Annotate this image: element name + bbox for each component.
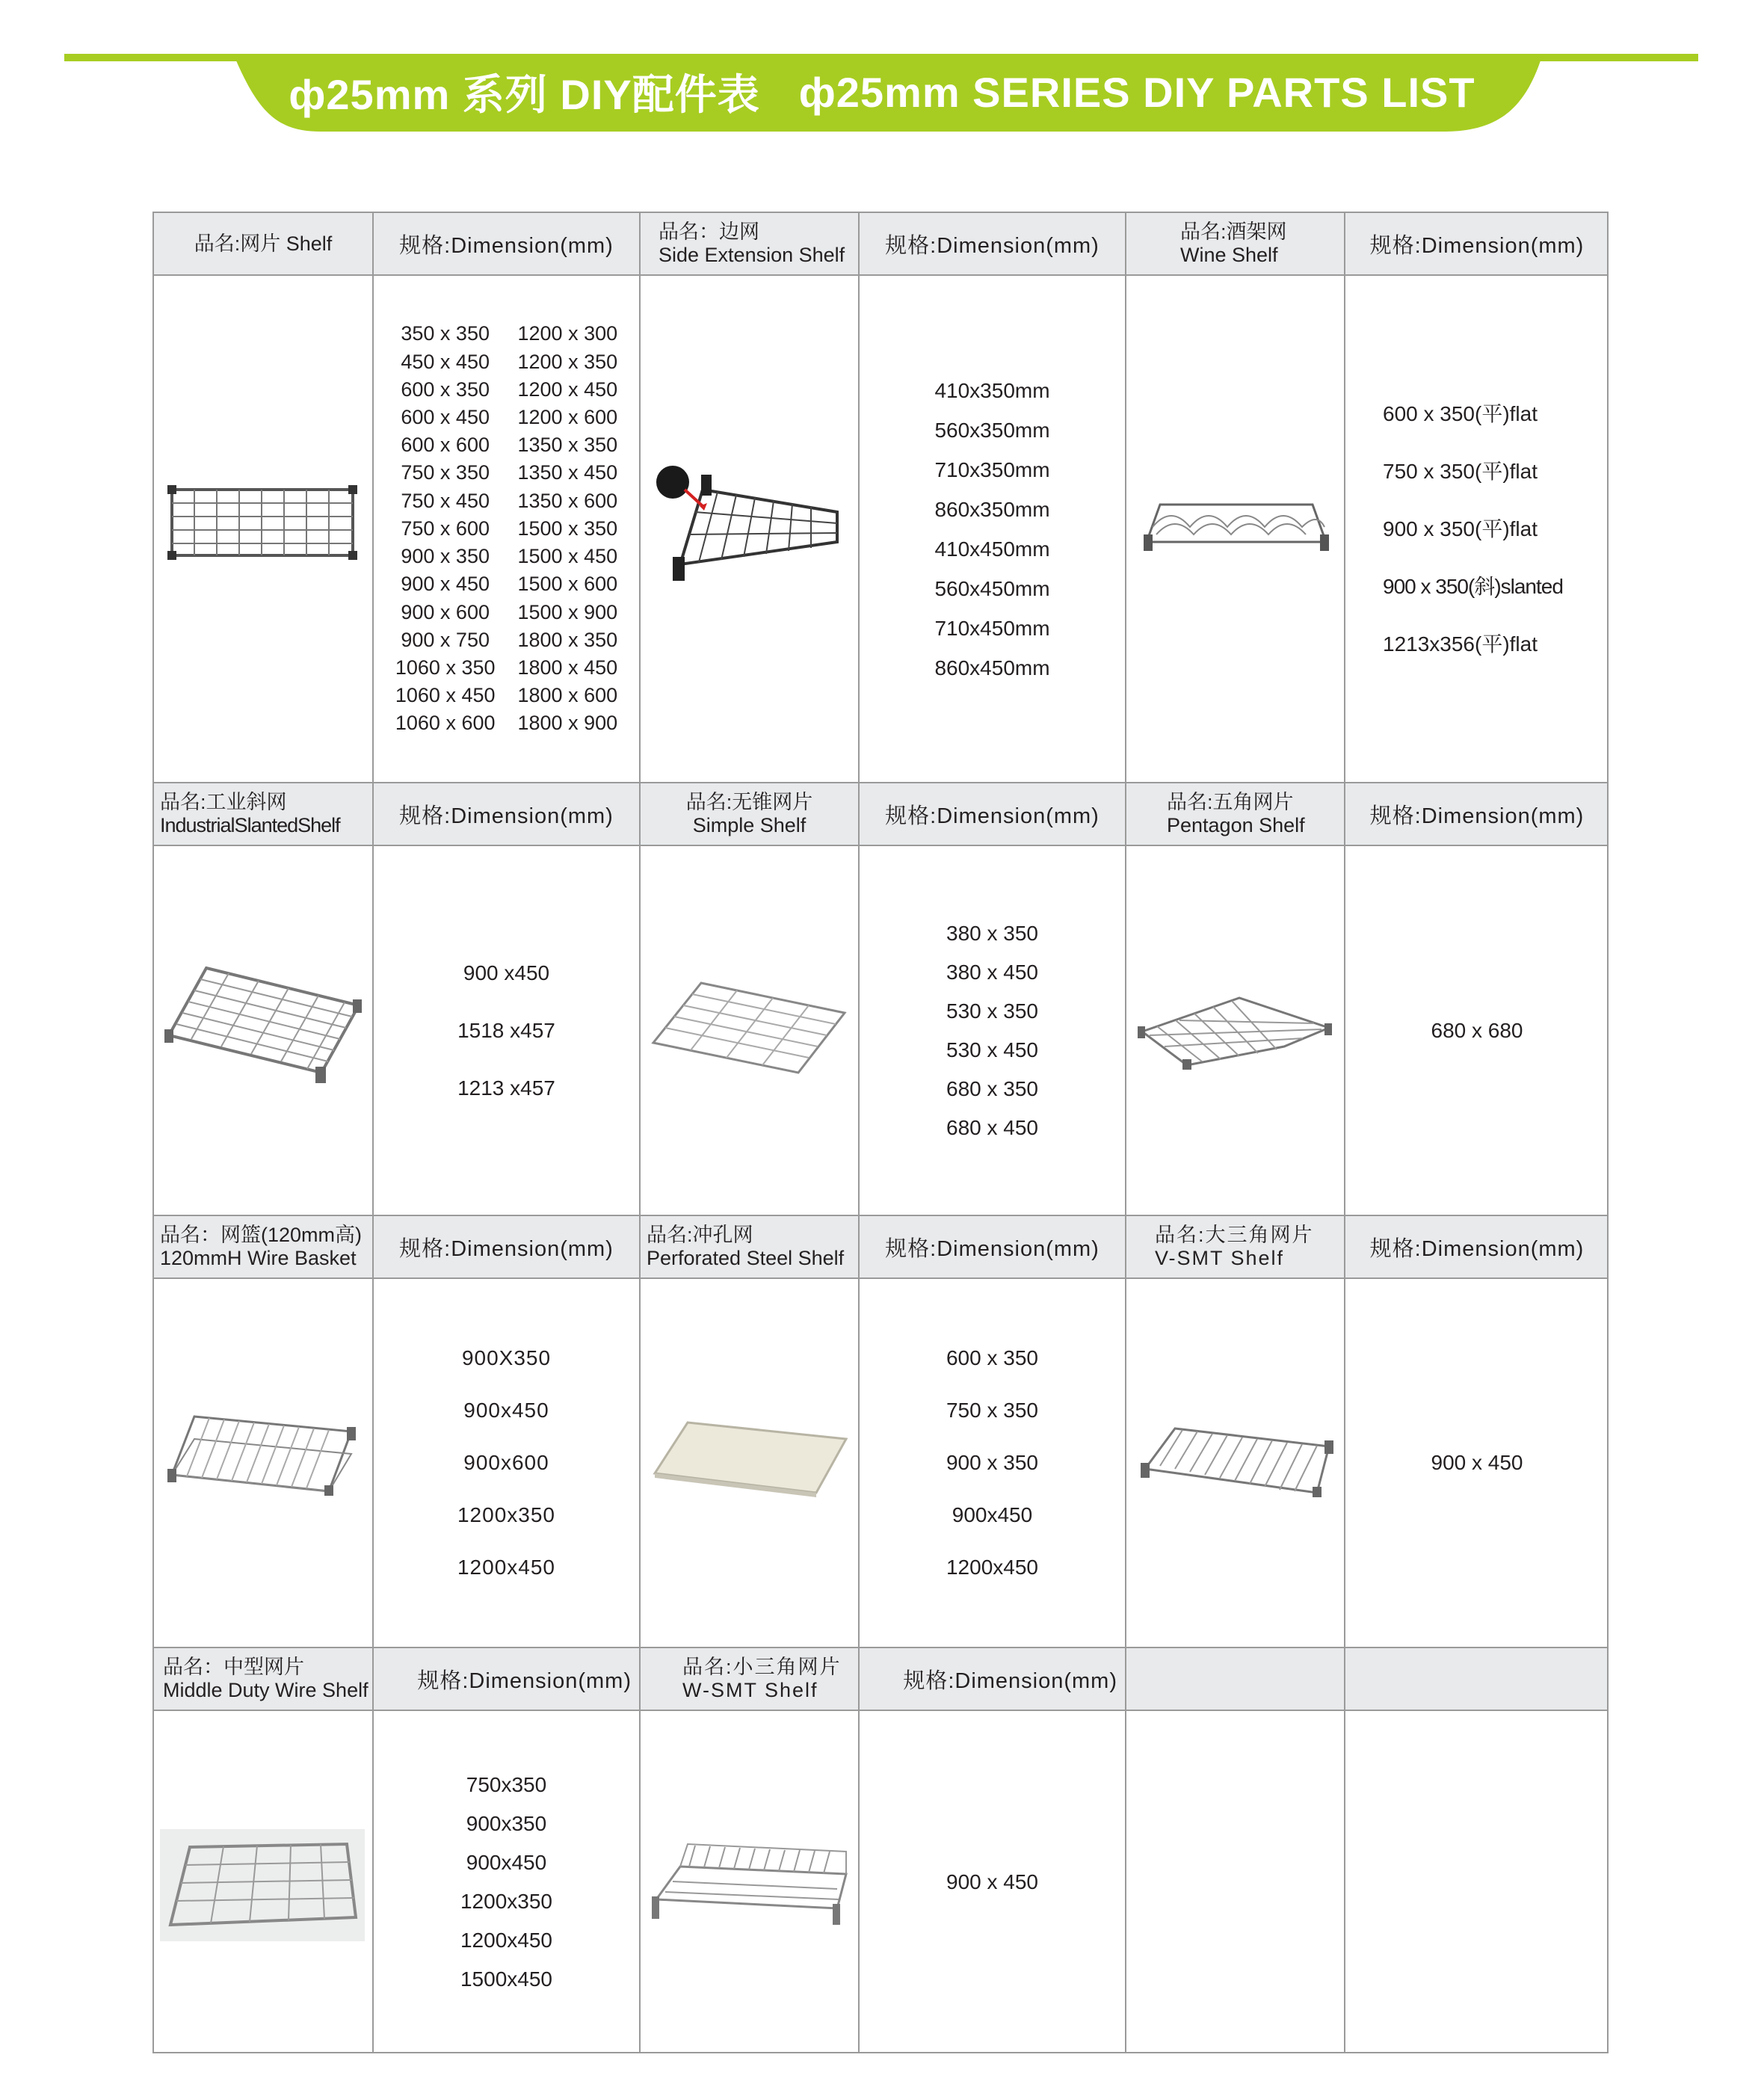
dimension-header: 规格:Dimension(mm) (885, 804, 1100, 828)
wine-shelf-dimension-list: 600 x 350(平)flat 750 x 350(平)flat 900 x 350(平)flat 900 x 350(斜)slanted 1213x356(平)flat (1383, 402, 1563, 656)
product-name-slanted-shelf: 品名:工业斜网 IndustrialSlantedShelf (160, 791, 340, 836)
product-name-v-smt-shelf: 品名:大三角网片 V-SMT Shelf (1155, 1224, 1314, 1269)
dimension-value: 1500 x 900 (517, 600, 618, 623)
dimension-value: 1200 x 350 (517, 350, 618, 373)
w-smt-shelf-dimension-list: 900 x 450 (946, 1870, 1038, 1893)
dimension-header: 规格:Dimension(mm) (1369, 804, 1585, 828)
dimension-header: 规格:Dimension(mm) (417, 1668, 632, 1693)
perforated-shelf-dimension-list: 600 x 350 750 x 350 900 x 350 900x450 1200x450 (946, 1346, 1038, 1579)
product-name-side-extension: 品名：边网 Side Extension Shelf (659, 221, 845, 266)
dimension-value: 1200 x 450 (517, 377, 618, 401)
title-en: ф25mm SERIES DIY PARTS LIST (798, 68, 1475, 116)
dimension-value: 900 x 600 (401, 600, 490, 623)
dimension-value: 1500 x 600 (517, 573, 618, 596)
dimension-header: 规格:Dimension(mm) (885, 1236, 1100, 1261)
dimension-value: 600 x 450 (401, 406, 490, 429)
dimension-value: 600 x 350 (401, 377, 490, 401)
dimension-value: 750 x 450 (401, 489, 490, 512)
product-name-perforated-shelf: 品名:冲孔网 Perforated Steel Shelf (647, 1224, 845, 1269)
dimension-value: 900 x 750 (401, 628, 490, 651)
slanted-shelf-icon (161, 961, 365, 1089)
simple-shelf-dimension-list: 380 x 350 380 x 450 530 x 350 530 x 450 680 x 350 680 x 450 (946, 921, 1038, 1139)
dimension-value: 750 x 600 (401, 517, 490, 540)
page-title (224, 58, 1540, 126)
dimension-value: 1800 x 900 (517, 712, 618, 735)
dimension-value: 1060 x 350 (395, 656, 496, 679)
dimension-value: 900 x 450 (401, 573, 490, 596)
v-smt-shelf-dimension-list: 900 x 450 (1431, 1451, 1523, 1474)
product-name-wire-basket: 品名：网篮(120mm高) 120mmH Wire Basket (160, 1224, 363, 1269)
w-smt-shelf-icon (650, 1837, 851, 1926)
v-smt-shelf-icon (1138, 1421, 1335, 1499)
title-banner (0, 0, 1764, 150)
middle-duty-dimension-list: 750x350 900x350 900x450 1200x350 1200x450 1500x450 (460, 1773, 552, 1991)
dimension-value: 1350 x 350 (517, 434, 618, 457)
shelf-dimension-list (374, 276, 639, 782)
parts-table (152, 212, 1609, 2053)
dimension-header: 规格:Dimension(mm) (399, 233, 614, 258)
product-name-middle-duty-shelf: 品名：中型网片 Middle Duty Wire Shelf (163, 1656, 368, 1701)
dimension-value: 350 x 350 (401, 322, 490, 345)
dimension-header: 规格:Dimension(mm) (885, 233, 1100, 258)
wine-shelf-icon (1138, 490, 1335, 561)
dimension-value: 900 x 350 (401, 545, 490, 568)
product-name-pentagon-shelf: 品名:五角网片 Pentagon Shelf (1167, 791, 1305, 836)
dimension-value: 1500 x 450 (517, 545, 618, 568)
dimension-value: 1350 x 450 (517, 461, 618, 484)
wire-basket-dimension-list: 900X350 900x450 900x600 1200x350 1200x450 (457, 1346, 555, 1579)
dimension-value: 1800 x 450 (517, 656, 618, 679)
side-extension-dimension-list: 410x350mm 560x350mm 710x350mm 860x350mm 410x450mm 560x450mm 710x450mm 860x450mm (934, 378, 1050, 679)
dimension-value: 1200 x 600 (517, 406, 618, 429)
dimension-value: 1800 x 350 (517, 628, 618, 651)
slanted-shelf-dimension-list: 900 x450 1518 x457 1213 x457 (457, 961, 555, 1100)
product-name-w-smt-shelf: 品名:小三角网片 W-SMT Shelf (682, 1656, 842, 1701)
dimension-value: 750 x 350 (401, 461, 490, 484)
pentagon-shelf-icon (1135, 990, 1336, 1073)
dimension-value: 1500 x 350 (517, 517, 618, 540)
perforated-shelf-icon (650, 1417, 849, 1499)
dimension-header: 规格:Dimension(mm) (903, 1668, 1117, 1693)
product-name-wine-shelf: 品名:酒架网 Wine Shelf (1180, 221, 1287, 266)
dimension-header: 规格:Dimension(mm) (399, 804, 614, 828)
dimension-header: 规格:Dimension(mm) (1369, 233, 1585, 258)
dimension-value: 1350 x 600 (517, 489, 618, 512)
dimension-value: 1200 x 300 (517, 322, 618, 345)
wire-shelf-icon (164, 482, 360, 564)
simple-shelf-icon (649, 975, 849, 1080)
middle-duty-shelf-icon (160, 1829, 365, 1941)
dimension-value: 600 x 600 (401, 434, 490, 457)
wire-basket-icon (164, 1409, 362, 1497)
dimension-header: 规格:Dimension(mm) (399, 1236, 614, 1261)
dimension-value: 1060 x 600 (395, 712, 496, 735)
dimension-header: 规格:Dimension(mm) (1369, 1236, 1585, 1261)
pentagon-shelf-dimension-list: 680 x 680 (1431, 1018, 1523, 1042)
dimension-value: 450 x 450 (401, 350, 490, 373)
title-cn: ф25mm 系列 DIY配件表 (289, 71, 760, 118)
dimension-value: 1060 x 450 (395, 684, 496, 707)
product-name-shelf: 品名:网片 Shelf (194, 232, 333, 255)
dimension-value: 1800 x 600 (517, 684, 618, 707)
side-extension-shelf-icon (650, 445, 851, 587)
product-name-simple-shelf: 品名:无锥网片 Simple Shelf (685, 791, 813, 836)
